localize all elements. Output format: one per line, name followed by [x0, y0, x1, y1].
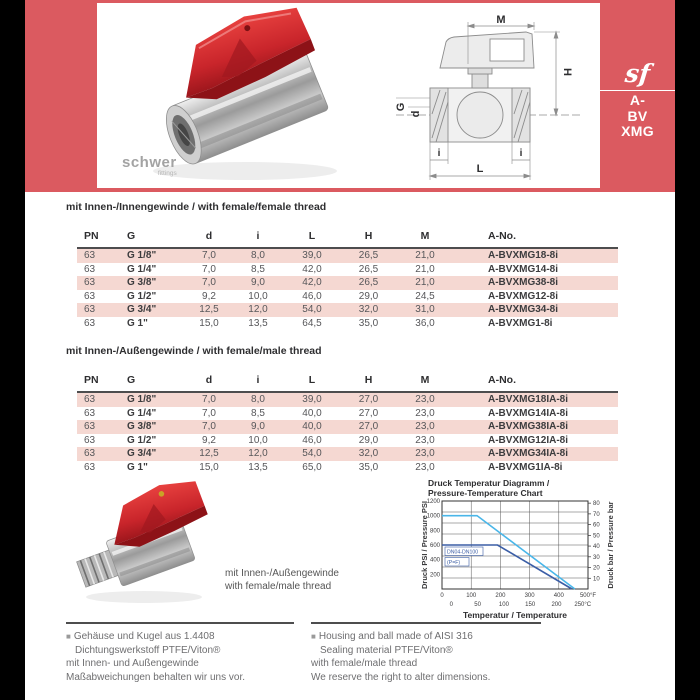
table-row: 63 G 1" 15,0 13,5 65,0 35,0 23,0 A-BVXMG1IA-8i: [84, 461, 563, 473]
scan-edge-right: [675, 0, 700, 700]
product-code-line3: XMG: [621, 123, 654, 139]
dimensions-table-female-female: [77, 220, 618, 330]
col-header-pn: PN: [77, 364, 122, 392]
col-header-l: L: [283, 220, 341, 248]
table1-title: mit Innen-/Innengewinde / with female/female thread: [66, 201, 327, 213]
col-header-h: H: [341, 364, 396, 392]
col-header-m: M: [396, 220, 454, 248]
chart-xlabel: Temperatur / Temperature: [462, 610, 568, 620]
dimensions-table-female-male: [77, 364, 618, 474]
footnote-line: with female/male thread: [311, 658, 418, 669]
bullet-square-icon: ■: [66, 632, 71, 641]
chart-title-line1: Druck Temperatur Diagramm /: [428, 478, 550, 488]
footnote-line: ■ Housing and ball made of AISI 316: [311, 631, 473, 642]
product-photo-box: [97, 3, 360, 188]
svg-text:600: 600: [429, 543, 440, 549]
pressure-temperature-chart: [420, 477, 620, 627]
svg-text:400: 400: [429, 557, 440, 564]
footnote-line: Dichtungswerkstoff PTFE/Viton®: [75, 644, 221, 656]
photo-caption-line1: mit Innen-/Außengewinde: [225, 568, 339, 579]
chart-title-line2: Pressure-Temperature Chart: [428, 488, 543, 498]
table-row: 63 G 3/8" 7,0 9,0 42,0 26,5 21,0 A-BVXMG38-8i: [77, 276, 618, 290]
dim-label-i-right: i: [519, 148, 523, 159]
svg-text:800: 800: [429, 528, 440, 535]
table-row: 63 G 1/8" 7,0 8,0 39,0 27,0 23,0 A-BVXMG18IA-8i: [77, 392, 618, 407]
svg-text:0: 0: [449, 602, 454, 608]
technical-drawing: [388, 12, 593, 187]
scan-edge-left: [0, 0, 25, 700]
dim-label-G: G: [395, 102, 407, 112]
svg-text:40: 40: [593, 544, 600, 551]
col-header-i: i: [233, 220, 283, 248]
chart-legend-1: DN04-DN100: [447, 549, 479, 556]
table2-title: mit Innen-/Außengewinde / with female/male thread: [66, 345, 322, 357]
col-header-d: d: [185, 220, 233, 248]
footnote-line: Sealing material PTFE/Viton®: [320, 644, 453, 656]
dim-label-d: d: [410, 110, 422, 118]
table-row: 63 G 1/4" 7,0 8,5 42,0 26,5 21,0 A-BVXMG14-8i: [84, 263, 559, 275]
tab-divider: [600, 90, 675, 91]
dim-label-L: L: [476, 163, 484, 175]
svg-text:100: 100: [466, 593, 477, 599]
table-section-female-male: [66, 345, 626, 474]
bullet-square-icon: ■: [311, 632, 316, 641]
svg-text:500°F: 500°F: [579, 593, 597, 599]
col-header-h: H: [341, 220, 396, 248]
col-header-d: d: [185, 364, 233, 392]
chart-ylabel-right: Druck bar / Pressure bar: [606, 501, 615, 589]
chart-legend-2: (P=F): [447, 560, 461, 566]
col-header-l: L: [283, 364, 341, 392]
svg-text:1000: 1000: [426, 513, 440, 520]
svg-text:70: 70: [593, 511, 600, 518]
chart-ylabel-left: Druck PSI / Pressure PSI: [420, 501, 429, 589]
svg-text:400: 400: [553, 593, 564, 599]
valve-photo-female-male: [64, 481, 214, 609]
table-row: 63 G 3/4" 12,5 12,0 54,0 32,0 23,0 A-BVXMG34IA-8i: [77, 447, 618, 461]
footnote-line: mit Innen- und Außengewinde: [66, 658, 199, 669]
table-row: 63 G 1/2" 9,2 10,0 46,0 29,0 23,0 A-BVXMG12IA-8i: [84, 434, 569, 446]
photo-caption-line2: with female/male thread: [225, 581, 332, 592]
footnote-german: [66, 622, 294, 684]
table-row: 63 G 3/4" 12,5 12,0 54,0 32,0 31,0 A-BVXMG34-8i: [77, 303, 618, 317]
footnote-line: Maßabweichungen behalten wir uns vor.: [66, 671, 245, 683]
svg-text:1200: 1200: [426, 499, 440, 505]
footnote-line: ■ Gehäuse und Kugel aus 1.4408: [66, 631, 215, 642]
col-header-m: M: [396, 364, 454, 392]
svg-text:60: 60: [593, 522, 600, 529]
svg-text:200: 200: [551, 602, 562, 608]
banner-red-bar: [25, 0, 97, 192]
dim-label-H: H: [561, 68, 573, 76]
svg-text:50: 50: [474, 602, 481, 608]
col-header-ano: A-No.: [454, 364, 618, 392]
footnote-line: We reserve the right to alter dimensions.: [311, 671, 491, 683]
product-code: [600, 93, 675, 140]
col-header-ano: A-No.: [454, 220, 618, 248]
col-header-g: G: [122, 364, 185, 392]
sf-logo: sf: [623, 59, 652, 88]
table-row: 63 G 1/2" 9,2 10,0 46,0 29,0 24,5 A-BVXMG12-8i: [84, 290, 559, 302]
col-header-i: i: [233, 364, 283, 392]
table-row: 63 G 1/4" 7,0 8,5 40,0 27,0 23,0 A-BVXMG14IA-8i: [84, 407, 569, 419]
col-header-pn: PN: [77, 220, 122, 248]
table-row: 63 G 3/8" 7,0 9,0 40,0 27,0 23,0 A-BVXMG38IA-8i: [77, 420, 618, 434]
dim-label-i-left: i: [437, 148, 441, 159]
product-code-tab: [600, 3, 675, 188]
product-code-line1: A-: [629, 92, 646, 108]
table-row: 63 G 1/8" 7,0 8,0 39,0 26,5 21,0 A-BVXMG18-8i: [77, 248, 618, 263]
dim-label-M: M: [496, 14, 506, 26]
svg-text:200: 200: [429, 572, 440, 579]
photo-caption: [225, 567, 339, 593]
table-row: 63 G 1" 15,0 13,5 64,5 35,0 36,0 A-BVXMG1-8i: [84, 317, 553, 329]
table-header-row: [77, 364, 618, 392]
svg-text:300: 300: [524, 593, 535, 599]
footnote-english: [311, 622, 541, 684]
svg-text:30: 30: [593, 554, 600, 561]
svg-text:100: 100: [498, 602, 509, 608]
brand-watermark-sub: fittings: [157, 170, 177, 177]
table-section-female-female: [66, 201, 626, 330]
svg-text:50: 50: [593, 533, 600, 540]
svg-text:150: 150: [525, 602, 536, 608]
svg-text:10: 10: [593, 576, 600, 583]
svg-text:250°C: 250°C: [574, 602, 592, 608]
brand-watermark: [122, 155, 177, 178]
svg-text:0: 0: [440, 593, 444, 599]
brand-watermark-name: schwer: [122, 154, 177, 171]
banner-bottom-line: [25, 188, 675, 192]
svg-text:200: 200: [495, 593, 506, 599]
svg-text:20: 20: [593, 565, 600, 572]
product-code-line2: BV: [627, 107, 648, 124]
svg-text:80: 80: [593, 501, 600, 508]
table-header-row: [77, 220, 618, 248]
col-header-g: G: [122, 220, 185, 248]
